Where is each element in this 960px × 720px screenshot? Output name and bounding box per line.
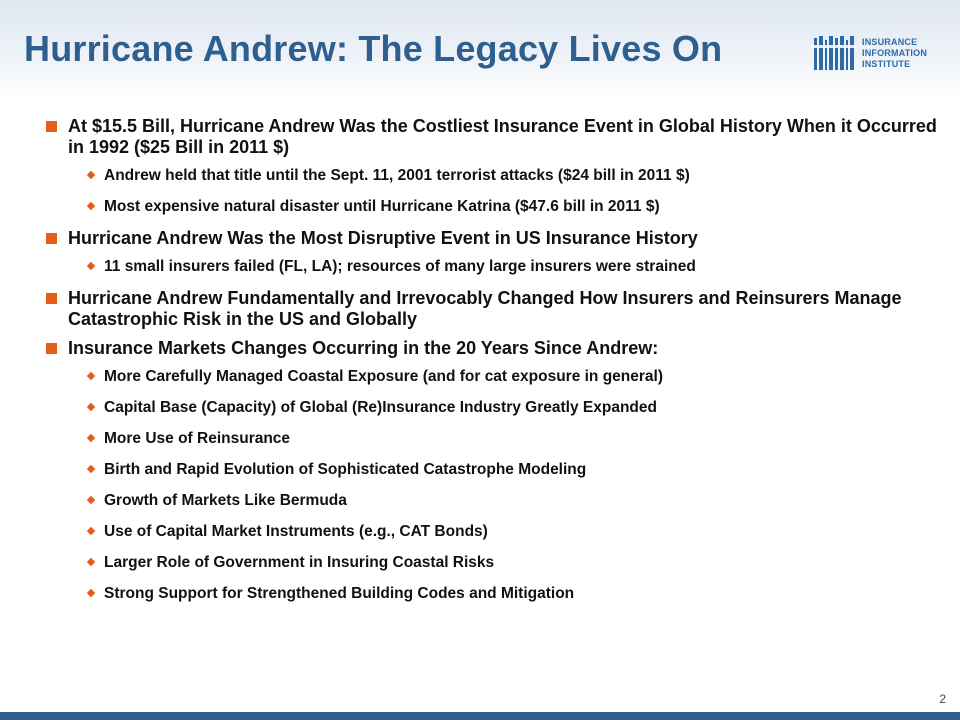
bullet-level-2 [44, 522, 944, 541]
slide-title: Hurricane Andrew: The Legacy Lives On [24, 28, 723, 69]
iii-logo-icon [812, 34, 858, 72]
diamond-bullet-icon [87, 202, 95, 210]
bullet-level-1 [44, 338, 944, 359]
bullet-level-2 [44, 367, 944, 386]
diamond-bullet-icon [87, 372, 95, 380]
bullet-level-2 [44, 398, 944, 417]
sub-bullet-text: Larger Role of Government in Insuring Coastal Risks [104, 554, 495, 571]
sub-bullet-text: Growth of Markets Like Bermuda [104, 492, 347, 509]
square-bullet-icon [46, 233, 57, 244]
bullet-level-1 [44, 116, 944, 158]
footer-bar [0, 712, 960, 720]
diamond-bullet-icon [87, 496, 95, 504]
bullet-level-2 [44, 166, 944, 185]
diamond-bullet-icon [87, 589, 95, 597]
sub-bullet-text: Andrew held that title until the Sept. 11, 2001 terrorist attacks ($24 bill in 2011 $) [104, 167, 690, 184]
logo-line-2: INFORMATION [862, 48, 928, 58]
bullet-level-2 [44, 491, 944, 510]
bullet-text: Hurricane Andrew Was the Most Disruptive Event in US Insurance History [68, 228, 698, 248]
bullet-level-2 [44, 197, 944, 216]
diamond-bullet-icon [87, 465, 95, 473]
page-number: 2 [939, 692, 946, 706]
logo-wordmark [862, 37, 927, 70]
bullet-text: At $15.5 Bill, Hurricane Andrew Was the Costliest Insurance Event in Global History When it Occurred in 1992 ($25 Bill in 2011 $) [68, 116, 937, 157]
diamond-bullet-icon [87, 171, 95, 179]
diamond-bullet-icon [87, 403, 95, 411]
bullet-level-2 [44, 460, 944, 479]
sub-bullet-text: More Use of Reinsurance [104, 430, 291, 447]
bullet-text: Insurance Markets Changes Occurring in the 20 Years Since Andrew: [68, 338, 659, 358]
bullet-level-2 [44, 257, 944, 276]
iii-logo [812, 34, 952, 76]
bullet-level-2 [44, 553, 944, 572]
diamond-bullet-icon [87, 262, 95, 270]
slide-header [0, 0, 960, 100]
bullet-text: Hurricane Andrew Fundamentally and Irrevocably Changed How Insurers and Reinsurers Manage Catastrophic Risk in the US and Globally [68, 288, 902, 329]
diamond-bullet-icon [87, 434, 95, 442]
bullet-level-1 [44, 228, 944, 249]
slide-body [44, 116, 944, 615]
sub-bullet-text: Capital Base (Capacity) of Global (Re)Insurance Industry Greatly Expanded [104, 399, 657, 416]
bullet-level-2 [44, 429, 944, 448]
sub-bullet-text: Birth and Rapid Evolution of Sophisticated Catastrophe Modeling [104, 461, 587, 478]
logo-line-1: INSURANCE [862, 37, 918, 47]
square-bullet-icon [46, 121, 57, 132]
sub-bullet-text: Most expensive natural disaster until Hurricane Katrina ($47.6 bill in 2011 $) [104, 198, 660, 215]
sub-bullet-text: Use of Capital Market Instruments (e.g., CAT Bonds) [104, 523, 488, 540]
sub-bullet-text: More Carefully Managed Coastal Exposure (and for cat exposure in general) [104, 368, 663, 385]
diamond-bullet-icon [87, 558, 95, 566]
sub-bullet-text: Strong Support for Strengthened Building Codes and Mitigation [104, 585, 575, 602]
logo-line-3: INSTITUTE [862, 59, 911, 69]
bullet-level-2 [44, 584, 944, 603]
diamond-bullet-icon [87, 527, 95, 535]
square-bullet-icon [46, 293, 57, 304]
bullet-level-1 [44, 288, 944, 330]
sub-bullet-text: 11 small insurers failed (FL, LA); resources of many large insurers were strained [104, 258, 696, 275]
square-bullet-icon [46, 343, 57, 354]
